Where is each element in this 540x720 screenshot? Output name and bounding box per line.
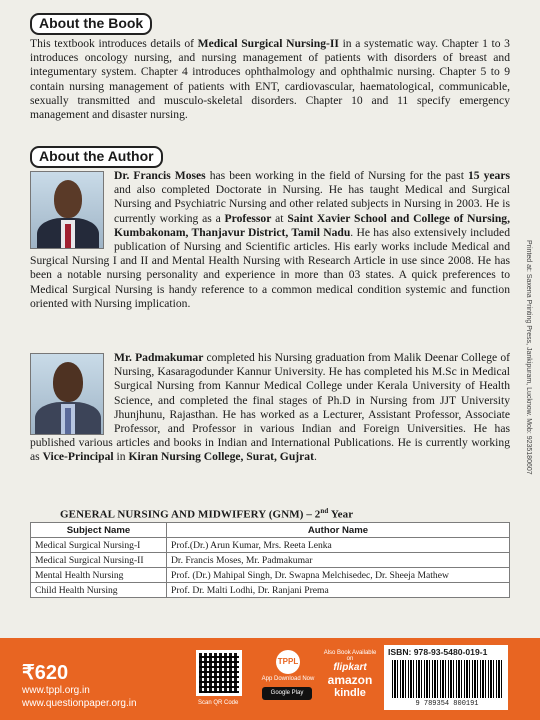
- google-play-button[interactable]: Google Play: [262, 687, 312, 700]
- table-header-row: [31, 523, 510, 538]
- table-row: [31, 538, 510, 553]
- author1-text-2: and also completed Doctorate in Nursing. He has taught Medical and Surgical Nursing and Psychiatric Nursing and other related subjects in Nursing in 2003. He is currently working as a: [114, 183, 510, 225]
- author1-role: Professor: [224, 211, 272, 225]
- isbn-number: ISBN: 978-93-5480-019-1: [388, 647, 488, 657]
- stores-caption: Also Book Available on: [323, 650, 377, 662]
- header-subject: Subject Name: [31, 523, 167, 538]
- cell-subject: Medical Surgical Nursing-I: [31, 538, 167, 553]
- table-title: [60, 507, 353, 521]
- cell-author: Prof.(Dr.) Arun Kumar, Mrs. Reeta Lenka: [167, 538, 510, 553]
- cell-subject: Child Health Nursing: [31, 583, 167, 598]
- barcode-digits: 9 789354 800191: [415, 700, 479, 708]
- tppl-caption: App Download Now: [261, 676, 315, 682]
- table-title-sup: nd: [320, 507, 329, 515]
- price: ₹620: [22, 662, 69, 684]
- author2-text-1: completed his Nursing graduation from Malik Deenar College of Nursing, Kasaragodunder Kannur University. He has completed his M.Sc in Medical Surgical Nursing from Kannur Medical College under Kerala University of Health Science, and completed the final stages of Ph.D in Nursing from JJT University Jhunjhunu, Rajasthan. He has worked as a Lecturer, Assistant Professor, Associate Professor, and Professor in various Indian and Foreign Universities. He has published various articles and books in Indian and International Publications. He is currently working as: [30, 351, 510, 464]
- cell-author: Prof. Dr. Malti Lodhi, Dr. Ranjani Prema: [167, 583, 510, 598]
- cell-author: Dr. Francis Moses, Mr. Padmakumar: [167, 553, 510, 568]
- about-author-heading: About the Author: [30, 146, 163, 168]
- author2-name: Mr. Padmakumar: [114, 351, 204, 364]
- book-text-2: in a systematic way. Chapter 1 to 3 introduces oncology nursing, and nursing management of patients with disorders of breast and integumentary system. Chapter 4 introduces ophthalmology and ophthalmic nursing. Chapter 5 to 9 contain nursing management of patients with ENT, cardiovascular, haematological, communicable, sexually transmitted and musculo-skeletal disorders. Chapter 10 and 11 specify emergency management and disaster nursing.: [30, 37, 510, 122]
- book-description: [30, 37, 510, 122]
- author2-text-3: .: [313, 450, 317, 464]
- table-row: [31, 568, 510, 583]
- book-text-1: This textbook introduces details of: [30, 37, 198, 50]
- author1-text-1: has been working in the field of Nursing for the past: [205, 169, 468, 182]
- author2-institution: Kiran Nursing College, Surat, Gujrat: [128, 450, 314, 464]
- barcode-icon: [392, 660, 502, 698]
- author1-name: Dr. Francis Moses: [114, 169, 206, 182]
- cell-author: Prof. (Dr.) Mahipal Singh, Dr. Swapna Melchisedec, Dr. Sheeja Mathew: [167, 568, 510, 583]
- table-title-main: GENERAL NURSING AND MIDWIFERY (GNM) – 2: [60, 508, 321, 521]
- author1-text-3: at: [271, 211, 288, 225]
- books-table: [30, 522, 510, 598]
- table-row: [31, 583, 510, 598]
- amazon-link[interactable]: amazon: [327, 673, 373, 687]
- author1-institution: Saint Xavier School and College of Nursing, Kumbakonam, Thanjavur District, Tamil Nadu: [114, 211, 511, 239]
- author1-years: 15 years: [467, 169, 510, 182]
- flipkart-link[interactable]: flipkart: [333, 662, 367, 673]
- stores-block: [320, 650, 380, 699]
- author2-bio: [30, 351, 510, 465]
- website-link-2[interactable]: www.questionpaper.org.in: [22, 698, 137, 709]
- table-title-tail: Year: [328, 508, 354, 521]
- printer-imprint: Printed at: Saxena Printing Press, Jankipuram, Lucknow. Mob: 9235180607: [525, 240, 532, 475]
- author1-bio: [30, 169, 510, 311]
- book-title-bold: Medical Surgical Nursing-II: [197, 37, 339, 50]
- author2-text-2: in: [113, 450, 129, 464]
- cell-subject: Medical Surgical Nursing-II: [31, 553, 167, 568]
- header-author: Author Name: [167, 523, 510, 538]
- tppl-logo-icon: TPPL: [276, 650, 300, 674]
- author1-text-4: . He has also extensively included publication of Nursing and Scientific articles. His early works include Medical and Surgical Nursing I and II and Mental Health Nursing with Research Article in use since 2008. He has been a notable nursing personality and experience in more than 03 states. A quick preferences to Medical Surgical Nursing is handy reference to a common medical condition systemic and function oriented with Nursing implication.: [30, 225, 510, 310]
- website-link-1[interactable]: www.tppl.org.in: [22, 685, 90, 696]
- table-row: [31, 553, 510, 568]
- cell-subject: Mental Health Nursing: [31, 568, 167, 583]
- author2-role: Vice-Principal: [42, 450, 114, 464]
- about-book-heading: About the Book: [30, 13, 152, 35]
- kindle-link[interactable]: kindle: [334, 687, 366, 699]
- qr-code-icon[interactable]: [196, 650, 242, 696]
- qr-label: Scan QR Code: [198, 700, 239, 706]
